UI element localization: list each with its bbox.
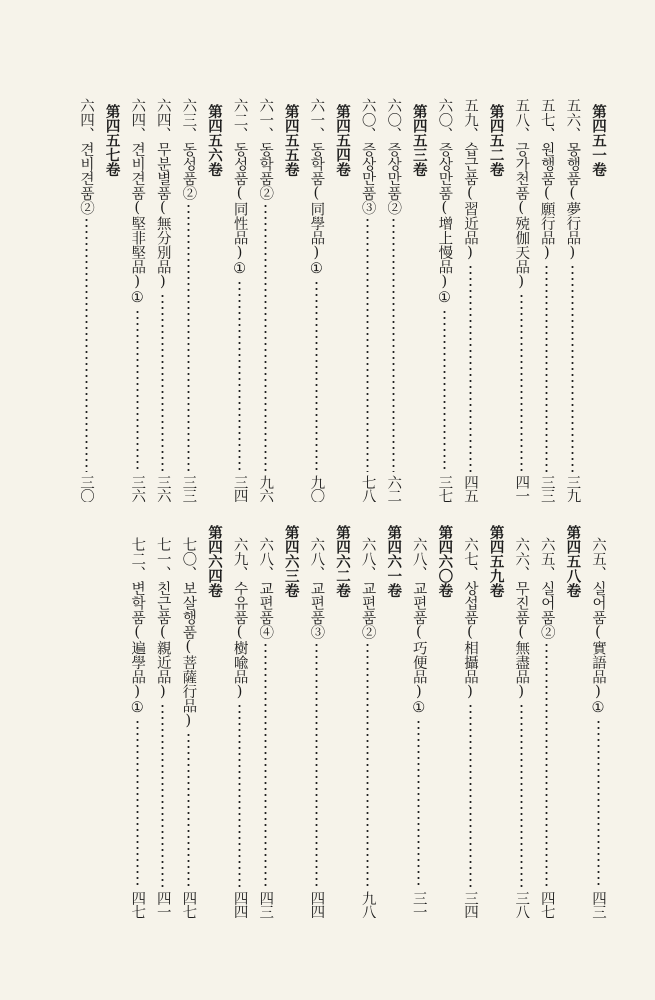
toc-entry[interactable] xyxy=(510,98,532,502)
chapter-title: 교편품② xyxy=(359,580,376,639)
leader-dots xyxy=(161,703,164,889)
volume-heading xyxy=(433,525,455,615)
chapter-number: 六〇 xyxy=(359,98,376,127)
toc-entry[interactable] xyxy=(177,537,199,918)
leader-dots xyxy=(366,642,369,889)
chapter-title: 동성품② xyxy=(180,141,197,200)
page-number: 三三 xyxy=(180,475,197,502)
volume-heading-text: 第四六三卷 xyxy=(282,525,300,598)
leader-dots xyxy=(366,217,369,472)
volume-heading-text: 第四五四卷 xyxy=(334,104,351,177)
separator-comma: 、 xyxy=(538,127,555,142)
page-number: 三四 xyxy=(231,475,248,502)
chapter-title: 무분별품(無分別品) xyxy=(154,141,171,290)
chapter-number: 六四 xyxy=(154,98,171,127)
toc-entry[interactable] xyxy=(382,98,404,502)
page-number: 三一 xyxy=(410,891,427,918)
page-number: 三〇 xyxy=(78,475,94,502)
toc-entry[interactable] xyxy=(229,98,251,502)
toc-entry[interactable] xyxy=(536,98,558,502)
toc-entry[interactable] xyxy=(152,98,174,502)
volume-heading-text: 第四五八卷 xyxy=(564,525,582,598)
chapter-title: 긍가천품(殑伽天品) xyxy=(513,141,530,290)
chapter-number: 六〇 xyxy=(385,98,402,127)
separator-comma: 、 xyxy=(180,127,197,142)
chapter-title: 교편품④ xyxy=(257,580,274,639)
chapter-number: 五七 xyxy=(538,98,555,127)
separator-comma: 、 xyxy=(436,127,453,142)
chapter-title: 견비견품② xyxy=(78,141,94,214)
volume-heading xyxy=(587,104,609,194)
separator-comma: 、 xyxy=(385,127,402,142)
toc-entry[interactable] xyxy=(510,537,532,918)
chapter-title: 원행품(願行品) xyxy=(538,141,555,261)
volume-heading xyxy=(101,104,123,194)
toc-entry[interactable] xyxy=(357,537,379,918)
leader-dots xyxy=(238,280,241,473)
separator-comma: 、 xyxy=(129,127,146,142)
volume-heading-text: 第四五五卷 xyxy=(282,104,300,177)
toc-entry[interactable] xyxy=(433,98,455,502)
page-number: 九六 xyxy=(257,475,274,502)
volume-heading-text: 第四六一卷 xyxy=(385,525,403,598)
chapter-title: 몽행품(夢行品) xyxy=(564,141,581,261)
leader-dots xyxy=(315,642,318,889)
toc-entry[interactable] xyxy=(408,537,430,918)
leader-dots xyxy=(264,203,267,473)
separator-comma: 、 xyxy=(257,127,274,142)
volume-heading-text: 第四五七卷 xyxy=(103,104,121,177)
page-number: 四三 xyxy=(257,891,274,918)
chapter-title: 교편품③ xyxy=(308,580,325,639)
chapter-number: 六一 xyxy=(308,98,325,127)
page-number: 九八 xyxy=(359,891,376,918)
volume-heading xyxy=(485,104,507,194)
separator-comma: 、 xyxy=(513,127,530,142)
volume-heading xyxy=(561,525,583,615)
chapter-number: 六九 xyxy=(231,537,248,566)
leader-dots xyxy=(545,264,548,473)
page-number: 四七 xyxy=(538,891,555,918)
leader-dots xyxy=(136,719,139,889)
leader-dots xyxy=(315,280,318,473)
volume-heading xyxy=(203,525,225,615)
separator-comma: 、 xyxy=(308,127,325,142)
page-number: 四七 xyxy=(129,891,146,918)
leader-dots xyxy=(238,703,241,889)
leader-dots xyxy=(136,309,139,473)
separator-comma: 、 xyxy=(513,566,530,581)
toc-entry[interactable] xyxy=(305,98,327,502)
volume-heading xyxy=(331,104,353,194)
chapter-title: 동성품(同性品)① xyxy=(231,141,248,277)
volume-heading-text: 第四五九卷 xyxy=(487,525,505,598)
toc-entry[interactable] xyxy=(561,98,583,502)
chapter-number: 六三 xyxy=(180,98,197,127)
page-number: 三四 xyxy=(462,891,478,918)
separator-comma: 、 xyxy=(538,566,555,581)
leader-dots xyxy=(417,719,420,889)
chapter-number: 六八 xyxy=(359,537,376,566)
toc-entry[interactable] xyxy=(229,537,251,918)
toc-entry[interactable] xyxy=(357,98,379,502)
chapter-number: 六二 xyxy=(231,98,248,127)
separator-comma: 、 xyxy=(78,127,94,142)
page-number: 七八 xyxy=(359,475,376,502)
separator-comma: 、 xyxy=(257,566,274,581)
page-number: 四三 xyxy=(590,891,606,918)
chapter-title: 증상만품(增上慢品)① xyxy=(436,141,453,306)
chapter-number: 六八 xyxy=(410,537,427,566)
volume-heading xyxy=(280,525,302,615)
toc-entry[interactable] xyxy=(177,98,199,502)
leader-dots xyxy=(443,309,446,473)
leader-dots xyxy=(161,293,164,473)
chapter-number: 五六 xyxy=(564,98,581,127)
page-number: 四七 xyxy=(180,891,197,918)
volume-heading-text: 第四六二卷 xyxy=(334,525,351,598)
chapter-number: 五九 xyxy=(462,98,478,127)
chapter-number: 五八 xyxy=(513,98,530,127)
page-number: 三六 xyxy=(129,475,146,502)
separator-comma: 、 xyxy=(410,566,427,581)
separator-comma: 、 xyxy=(308,566,325,581)
leader-dots xyxy=(392,217,395,472)
separator-comma: 、 xyxy=(462,566,478,581)
leader-dots xyxy=(469,703,472,889)
chapter-number: 六〇 xyxy=(436,98,453,127)
page-number: 四四 xyxy=(231,891,248,918)
page-number: 三七 xyxy=(436,475,453,502)
volume-heading-text: 第四五一卷 xyxy=(590,104,607,177)
chapter-title: 실어품(實語品)① xyxy=(590,580,606,716)
chapter-title: 증상만품③ xyxy=(359,141,376,214)
toc-entry[interactable] xyxy=(459,98,481,502)
chapter-number: 六六 xyxy=(513,537,530,566)
separator-comma: 、 xyxy=(231,127,248,142)
chapter-number: 六一 xyxy=(257,98,274,127)
toc-entry[interactable] xyxy=(587,537,609,918)
separator-comma: 、 xyxy=(154,566,171,581)
chapter-title: 습근품(習近品) xyxy=(462,141,478,261)
volume-heading xyxy=(382,525,404,615)
chapter-title: 수유품(樹喩品) xyxy=(231,580,248,700)
volume-heading xyxy=(203,104,225,194)
volume-heading xyxy=(408,104,430,194)
chapter-title: 교편품(巧便品)① xyxy=(410,580,427,716)
chapter-title: 증상만품② xyxy=(385,141,402,214)
volume-heading-text: 第四六四卷 xyxy=(206,525,223,598)
volume-heading-text: 第四六〇卷 xyxy=(436,525,454,598)
toc-entry[interactable] xyxy=(254,537,276,918)
page-number: 四一 xyxy=(513,475,530,502)
leader-dots xyxy=(597,719,600,889)
separator-comma: 、 xyxy=(590,566,606,581)
chapter-number: 七二 xyxy=(129,537,146,566)
page-number: 六二 xyxy=(385,475,402,502)
separator-comma: 、 xyxy=(564,127,581,142)
page-number: 四一 xyxy=(154,891,171,918)
volume-heading xyxy=(485,525,507,615)
chapter-title: 무진품(無盡品) xyxy=(513,580,530,700)
leader-dots xyxy=(520,293,523,473)
chapter-title: 견비견품(堅非堅品)① xyxy=(129,141,146,306)
chapter-number: 六八 xyxy=(257,537,274,566)
chapter-title: 친근품(親近品) xyxy=(154,580,171,700)
chapter-number: 七一 xyxy=(154,537,171,566)
toc-entry[interactable] xyxy=(126,537,148,918)
chapter-title: 변학품(遍學品)① xyxy=(129,580,146,716)
separator-comma: 、 xyxy=(462,127,478,142)
leader-dots xyxy=(187,732,190,889)
volume-heading-text: 第四五六卷 xyxy=(206,104,223,177)
page-number: 三八 xyxy=(513,891,530,918)
page-number: 三三 xyxy=(538,475,555,502)
separator-comma: 、 xyxy=(359,566,376,581)
toc-entry[interactable] xyxy=(126,98,148,502)
toc-entry[interactable] xyxy=(75,98,97,502)
separator-comma: 、 xyxy=(231,566,248,581)
chapter-number: 七〇 xyxy=(180,537,197,566)
volume-heading-text: 第四五三卷 xyxy=(410,104,428,177)
chapter-number: 六五 xyxy=(538,537,555,566)
toc-entry[interactable] xyxy=(152,537,174,918)
volume-heading xyxy=(331,525,353,615)
separator-comma: 、 xyxy=(154,127,171,142)
chapter-title: 상섭품(相攝品) xyxy=(462,580,478,700)
separator-comma: 、 xyxy=(129,566,146,581)
page-number: 三九 xyxy=(564,475,581,502)
chapter-number: 六五 xyxy=(590,537,606,566)
volume-heading xyxy=(280,104,302,194)
toc-entry[interactable] xyxy=(536,537,558,918)
chapter-number: 六四 xyxy=(78,98,94,127)
chapter-title: 동학품② xyxy=(257,141,274,200)
separator-comma: 、 xyxy=(359,127,376,142)
toc-entry[interactable] xyxy=(254,98,276,502)
chapter-title: 실어품② xyxy=(538,580,555,639)
separator-comma: 、 xyxy=(180,566,197,581)
leader-dots xyxy=(264,642,267,889)
leader-dots xyxy=(469,264,472,473)
leader-dots xyxy=(520,703,523,889)
leader-dots xyxy=(187,203,190,473)
toc-entry[interactable] xyxy=(459,537,481,918)
volume-heading-text: 第四五二卷 xyxy=(487,104,505,177)
leader-dots xyxy=(85,217,88,472)
chapter-title: 보살행품(菩薩行品) xyxy=(180,580,197,729)
page-number: 三六 xyxy=(154,475,171,502)
leader-dots xyxy=(571,264,574,473)
chapter-number: 六八 xyxy=(308,537,325,566)
page-number: 四四 xyxy=(308,891,325,918)
chapter-number: 六四 xyxy=(129,98,146,127)
toc-entry[interactable] xyxy=(305,537,327,918)
leader-dots xyxy=(545,642,548,889)
page-number: 四五 xyxy=(462,475,478,502)
chapter-title: 동학품(同學品)① xyxy=(308,141,325,277)
page-number: 九〇 xyxy=(308,475,325,502)
chapter-number: 六七 xyxy=(462,537,478,566)
